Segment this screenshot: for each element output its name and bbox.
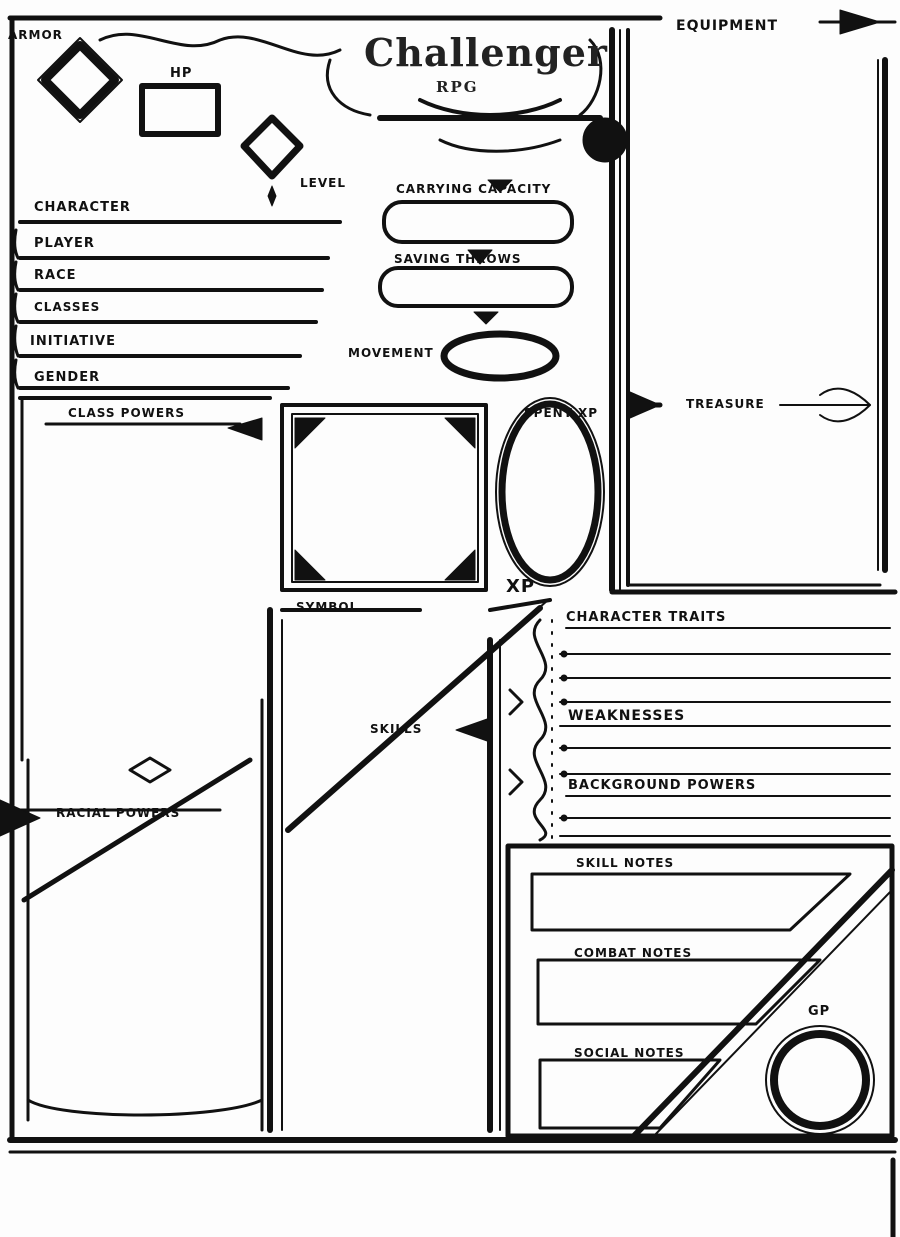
initiative-field[interactable] <box>134 332 296 354</box>
initiative-label: INITIATIVE <box>30 334 116 349</box>
hp-input[interactable] <box>146 90 214 130</box>
sheet-subtitle: RPG <box>436 78 479 96</box>
social-notes-label: SOCIAL NOTES <box>574 1046 685 1060</box>
saving-throws-label: SAVING THROWS <box>394 252 522 266</box>
skills-area[interactable] <box>290 840 484 1120</box>
classes-label: CLASSES <box>34 300 101 314</box>
gender-label: GENDER <box>34 370 101 385</box>
equipment-label: EQUIPMENT <box>676 18 779 34</box>
weaknesses-label: WEAKNESSES <box>568 708 686 724</box>
movement-label: MOVEMENT <box>348 346 434 360</box>
level-input[interactable] <box>252 126 292 166</box>
portrait-frame[interactable] <box>296 418 474 578</box>
equipment-area[interactable] <box>634 40 874 390</box>
combat-notes-label: COMBAT NOTES <box>574 946 693 960</box>
character-traits-label: CHARACTER TRAITS <box>566 610 727 625</box>
race-field[interactable] <box>100 266 318 288</box>
player-label: PLAYER <box>34 236 95 251</box>
movement-field[interactable] <box>454 340 546 372</box>
treasure-area[interactable] <box>634 420 874 580</box>
gp-label: GP <box>808 1004 831 1019</box>
racial-powers-label: RACIAL POWERS <box>56 806 181 820</box>
gender-field[interactable] <box>110 366 284 388</box>
symbol-area[interactable] <box>290 622 480 802</box>
treasure-label: TREASURE <box>686 397 765 411</box>
skill-notes-field[interactable] <box>536 878 836 926</box>
combat-notes-field[interactable] <box>542 964 812 1020</box>
spent-xp-field[interactable] <box>510 436 590 566</box>
class-powers-label: CLASS POWERS <box>68 406 185 420</box>
carrying-capacity-field[interactable] <box>392 206 564 238</box>
armor-label: ARMOR <box>8 28 63 42</box>
sheet-title: Challenger <box>364 30 608 75</box>
skills-label: SKILLS <box>370 722 423 736</box>
level-label: LEVEL <box>300 176 346 190</box>
spent-xp-label: SPENT XP <box>524 406 599 420</box>
character-label: CHARACTER <box>34 200 131 215</box>
gp-field[interactable] <box>782 1042 858 1118</box>
background-powers-label: BACKGROUND POWERS <box>568 778 757 793</box>
race-label: RACE <box>34 268 77 283</box>
class-powers-area[interactable] <box>28 430 264 750</box>
symbol-label: SYMBOL <box>296 600 359 614</box>
skill-notes-label: SKILL NOTES <box>576 856 675 870</box>
carrying-capacity-label: CARRYING CAPACITY <box>396 182 552 196</box>
background-powers-field[interactable] <box>566 800 886 834</box>
xp-label: XP <box>506 576 536 597</box>
classes-field[interactable] <box>118 298 312 320</box>
player-field[interactable] <box>110 234 324 256</box>
racial-powers-area[interactable] <box>32 900 258 1110</box>
hp-label: HP <box>170 66 193 81</box>
armor-input[interactable] <box>46 46 114 114</box>
character-traits-field[interactable] <box>566 636 886 702</box>
weaknesses-field[interactable] <box>566 730 886 770</box>
social-notes-field[interactable] <box>544 1064 714 1124</box>
character-field[interactable] <box>140 198 336 220</box>
saving-throws-field[interactable] <box>388 272 564 302</box>
